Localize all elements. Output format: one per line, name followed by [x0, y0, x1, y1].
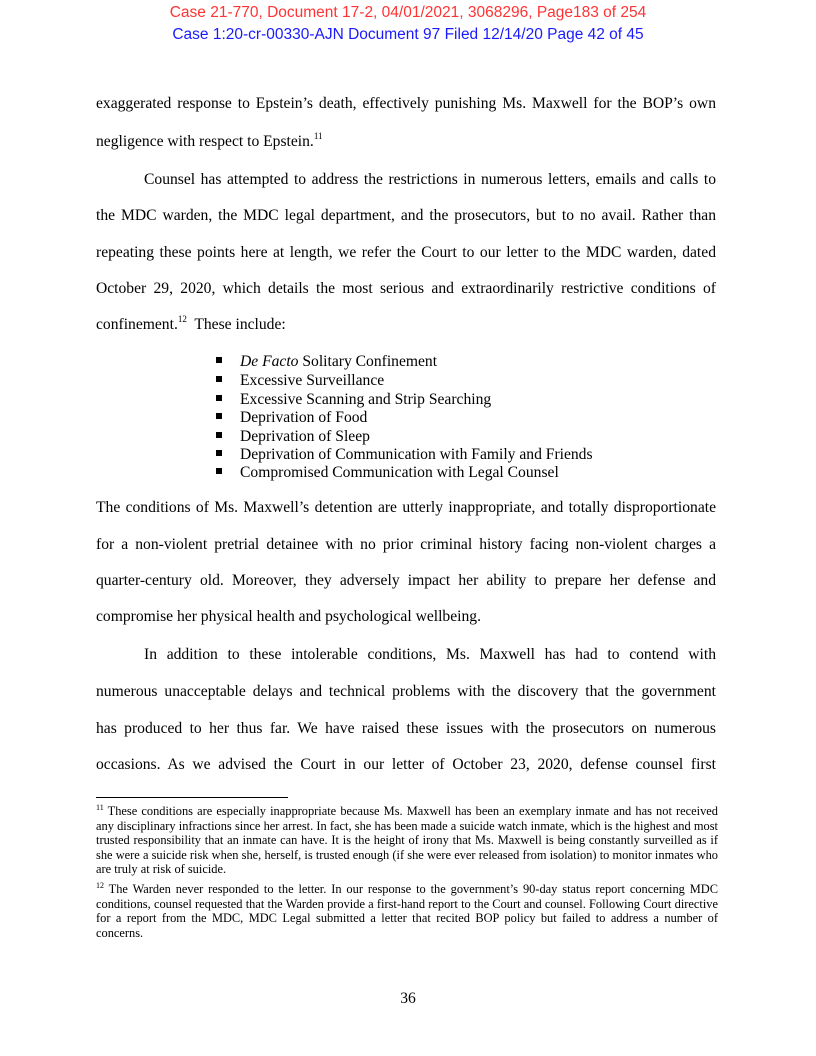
body-line: The conditions of Ms. Maxwell’s detention are utterly inappropriate, and totally disproportionate [96, 499, 716, 516]
list-item-text: Excessive Scanning and Strip Searching [240, 391, 492, 408]
body-line: has produced to her thus far. We have raised these issues with the prosecutors on numerous [96, 720, 716, 737]
footnote-text: The Warden never responded to the letter. In our response to the government’s 90-day status report concerning MDC conditions, counsel requested that the Warden provide a first-hand report to the Court and counsel. Following Court directive for a report from the MDC, MDC Legal submitted a letter that recited BOP policy but failed to address a number of concerns. [96, 882, 718, 940]
footnote-divider [96, 797, 288, 798]
list-item-italic: De Facto [240, 353, 299, 370]
list-item-text: Deprivation of Communication with Family and Friends [240, 446, 593, 463]
body-text: confinement. [96, 316, 178, 333]
body-line: for a non-violent pretrial detainee with no prior criminal history facing non-violent charges a [96, 536, 716, 553]
bullet-icon [216, 468, 222, 474]
body-line [96, 316, 716, 334]
list-item [216, 372, 384, 390]
body-line [96, 133, 716, 151]
body-line: the MDC warden, the MDC legal department, and the prosecutors, but to no avail. Rather than [96, 207, 716, 224]
body-text: These include: [186, 316, 286, 333]
list-item [216, 464, 559, 482]
footnote-ref: 11 [313, 131, 323, 141]
list-item-text: Compromised Communication with Legal Counsel [240, 464, 559, 481]
page-number: 36 [400, 990, 416, 1007]
body-line: numerous unacceptable delays and technical problems with the discovery that the government [96, 683, 716, 700]
bullet-icon [216, 413, 222, 419]
list-item-text: Deprivation of Sleep [240, 428, 370, 445]
list-item [216, 428, 370, 446]
list-item-text: Excessive Surveillance [240, 372, 385, 389]
list-item [216, 409, 367, 427]
list-item [216, 446, 593, 464]
case-header-stamp: Case 1:20-cr-00330-AJN Document 97 Filed 12/14/20 Page 42 of 45 [172, 26, 644, 43]
body-line: In addition to these intolerable conditions, Ms. Maxwell has had to contend with [144, 646, 716, 663]
body-line: exaggerated response to Epstein’s death, effectively punishing Ms. Maxwell for the BOP’s own [96, 95, 716, 112]
footnote-ref: 12 [177, 314, 187, 324]
body-line: compromise her physical health and psychological wellbeing. [96, 608, 481, 625]
body-line: occasions. As we advised the Court in our letter of October 23, 2020, defense counsel first [96, 756, 716, 773]
footnote-number: 11 [96, 803, 104, 812]
footnote-text: These conditions are especially inappropriate because Ms. Maxwell has been an exemplary inmate and has not received any disciplinary infractions since her arrest. In fact, she has been made a suicide watch inmate, which is the highest and most trusted responsibility that an inmate can have. It is the height of irony that Ms. Maxwell is being constantly surveilled as if she were a suicide risk when she, herself, is trusted enough (if she were ever released from isolation) to monitor inmates who are truly at risk of suicide. [96, 804, 718, 877]
footnote-number: 12 [96, 881, 104, 890]
appeal-header-stamp: Case 21-770, Document 17-2, 04/01/2021, 3068296, Page183 of 254 [169, 4, 647, 21]
list-item-text: Solitary Confinement [298, 353, 438, 370]
body-line: quarter-century old. Moreover, they adversely impact her ability to prepare her defense and [96, 572, 716, 589]
bullet-icon [216, 450, 222, 456]
footnote-12 [96, 882, 718, 940]
bullet-icon [216, 357, 222, 363]
footnote-11 [96, 804, 718, 877]
bullet-icon [216, 432, 222, 438]
body-text: negligence with respect to Epstein. [96, 133, 314, 150]
body-line: repeating these points here at length, we refer the Court to our letter to the MDC warden, dated [96, 244, 716, 261]
list-item [216, 391, 491, 409]
list-item-text: Deprivation of Food [240, 409, 368, 426]
body-line: October 29, 2020, which details the most serious and extraordinarily restrictive conditions of [96, 280, 716, 297]
bullet-icon [216, 395, 222, 401]
list-item [216, 353, 437, 371]
bullet-icon [216, 376, 222, 382]
body-line: Counsel has attempted to address the restrictions in numerous letters, emails and calls to [144, 171, 716, 188]
